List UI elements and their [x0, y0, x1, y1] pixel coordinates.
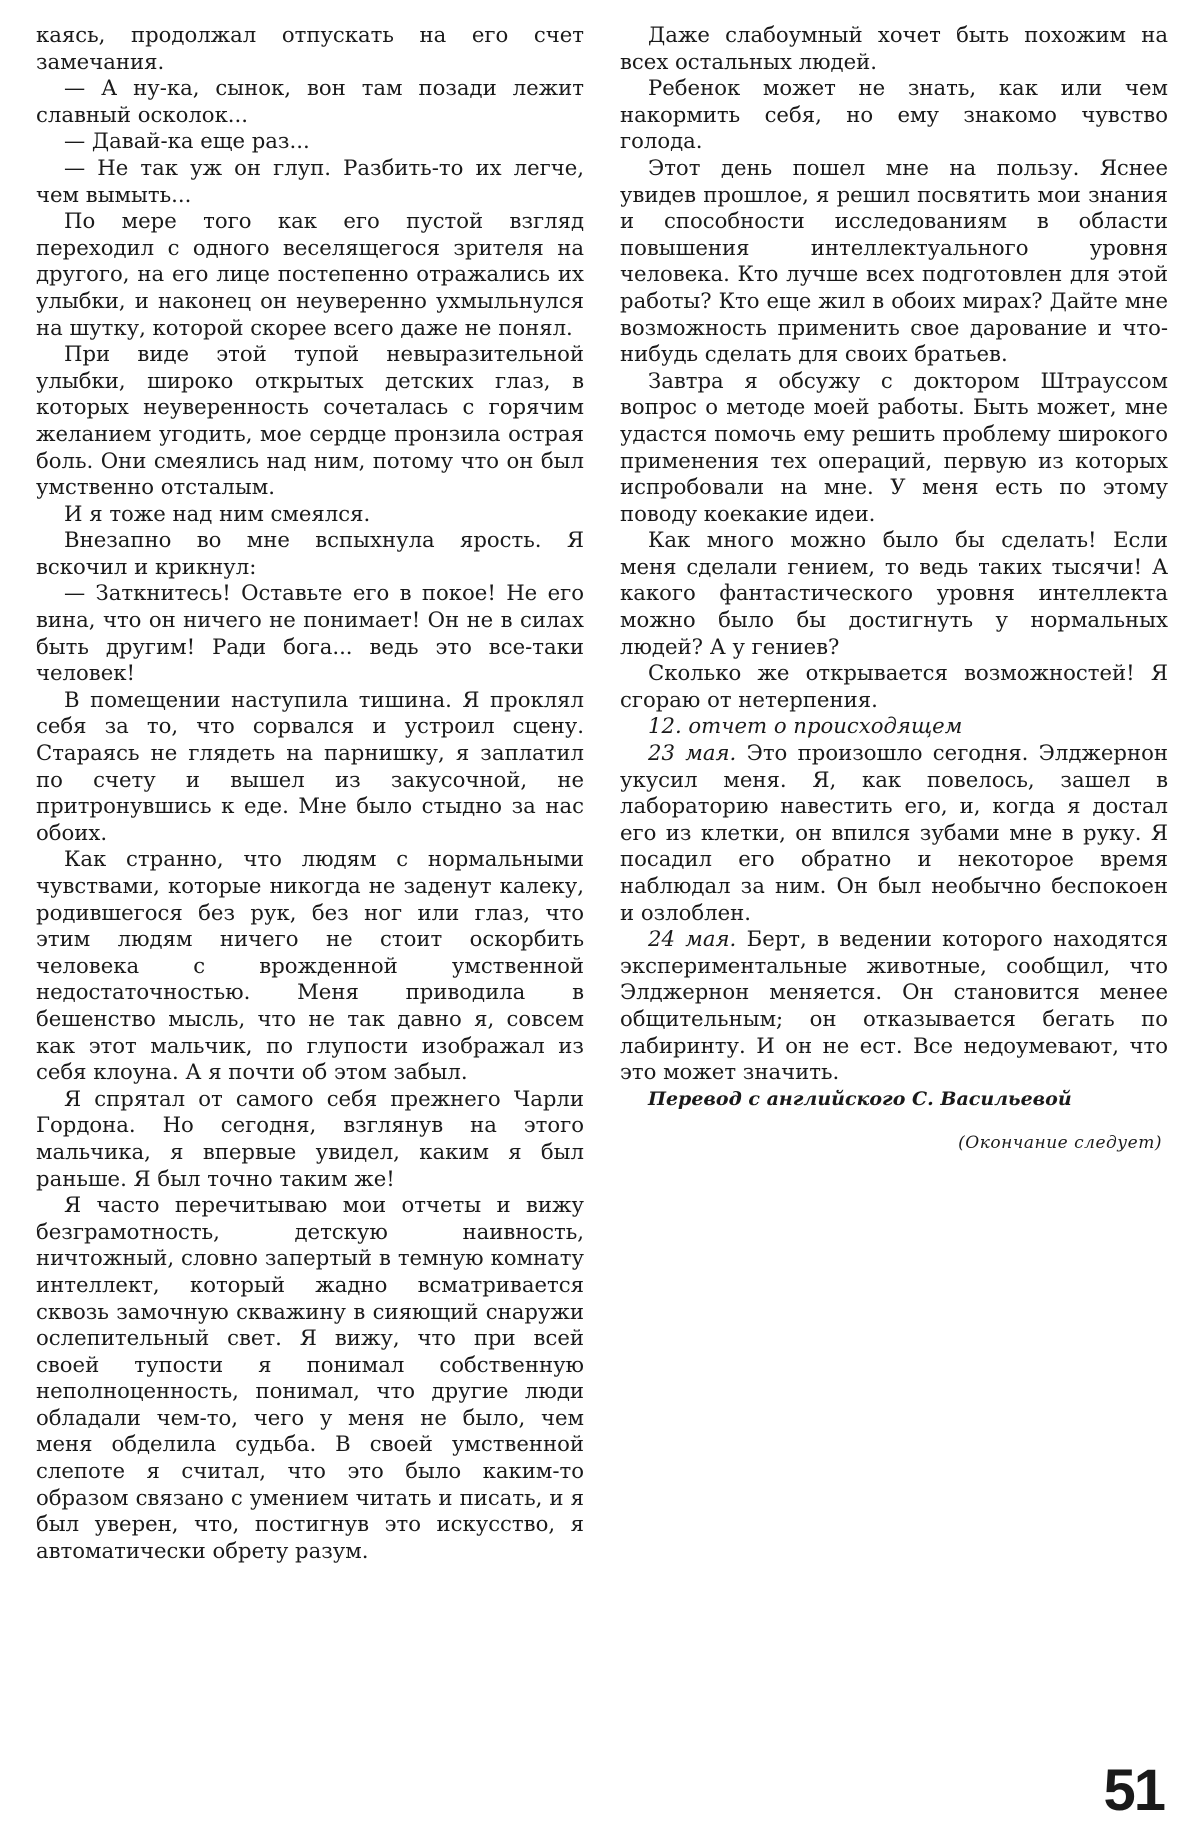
left-column — [36, 22, 584, 1564]
paragraph: Даже слабоумный хочет быть похожим на всех остальных людей. — [620, 22, 1168, 74]
paragraph: каясь, продолжал отпускать на его счет замечания. — [36, 22, 584, 74]
paragraph: При виде этой тупой невыразительной улыбки, широко открытых детских глаз, в которых неуверенность сочеталась с горячим желанием угодить, мое сердце пронзила острая боль. Они смеялись над ним, потому что он был умственно отсталым. — [36, 341, 584, 500]
paragraph: По мере того как его пустой взгляд переходил с одного веселящегося зрителя на другого, на его лице постепенно отражались их улыбки, и наконец он неуверенно ухмыльнулся на шутку, которой скорее всего даже не понял. — [36, 208, 584, 340]
translator-credit: Перевод с английского С. Васильевой — [648, 1087, 1072, 1110]
paragraph: Ребенок может не знать, как или чем накормить себя, но ему знакомо чувство голода. — [620, 75, 1168, 154]
paragraph: Как много можно было бы сделать! Если меня сделали гением, то ведь таких тысячи! А какого фантастического уровня интеллекта можно было бы достигнуть у нормальных людей? А у гениев? — [620, 527, 1168, 659]
diary-entry — [620, 926, 1168, 1086]
right-column — [620, 22, 1168, 1157]
paragraph: Я часто перечитываю мои отчеты и вижу безграмотность, детскую наивность, ничтожный, словно запертый в темную комнату интеллект, который жадно всматривается сквозь замочную скважину в сияющий снаружи ослепительный свет. Я вижу, что при всей своей тупости я понимал собственную неполноценность, понимал, что другие люди обладали чем-то, чего у меня не было, чем меня обделила судьба. В своей умственной слепоте я считал, что это было каким-то образом связано с умением читать и писать, и я был уверен, что, постигнув это искусство, я автоматически обрету разум. — [36, 1192, 584, 1563]
paragraph: Внезапно во мне вспыхнула ярость. Я вскочил и крикнул: — [36, 527, 584, 579]
paragraph: И я тоже над ним смеялся. — [64, 500, 371, 526]
report-heading: 12. отчет о происходящем — [648, 713, 963, 739]
paragraph: — А ну-ка, сынок, вон там позади лежит славный осколок... — [36, 75, 584, 127]
paragraph: Я спрятал от самого себя прежнего Чарли Гордона. Но сегодня, взглянув на этого мальчика, я впервые увидел, каким я был раньше. Я был точно таким же! — [36, 1085, 584, 1191]
paragraph: Завтра я обсужу с доктором Штрауссом вопрос о методе моей работы. Быть может, мне удастся помочь ему решить проблему широкого применения тех операций, первую из которых испробовали на мне. У меня есть по этому поводу коекакие идеи. — [620, 367, 1168, 526]
paragraph: Этот день пошел мне на пользу. Яснее увидев прошлое, я решил посвятить мои знания и способности исследованиям в области повышения интеллектуального уровня человека. Кто лучше всех подготовлен для этой работы? Кто еще жил в обоих мирах? Дайте мне возможность применить свое дарование и что-нибудь сделать для своих братьев. — [620, 154, 1168, 367]
paragraph: В помещении наступила тишина. Я проклял себя за то, что сорвался и устроил сцену. Стараясь не глядеть на парнишку, я заплатил по счету и вышел из закусочной, не притронувшись к еде. Мне было стыдно за нас обоих. — [36, 686, 584, 845]
entry-date: 24 мая. — [648, 926, 737, 952]
paragraph: Как странно, что людям с нормальными чувствами, которые никогда не заденут калеку, родившегося без рук, без ног или глаз, что этим людям ничего не стоит оскорбить человека с врожденной умственной недостаточностью. Меня приводила в бешенство мысль, что не так давно я, совсем как этот мальчик, по глупости изображал из себя клоуна. А я почти об этом забыл. — [36, 846, 584, 1085]
paragraph: — Заткнитесь! Оставьте его в покое! Не его вина, что он ничего не понимает! Он не в силах быть другим! Ради бога... ведь это все-таки человек! — [36, 580, 584, 686]
entry-text: Берт, в ведении которого находятся экспериментальные животные, сообщил, что Элджернон меняется. Он становится менее общительным; он отказывается бегать по лабиринту. И он не ест. Все недоумевают, что это может значить. — [620, 926, 1168, 1085]
paragraph: Сколько же открывается возможностей! Я сгораю от нетерпения. — [620, 660, 1168, 712]
paragraph: — Не так уж он глуп. Разбить-то их легче, чем вымыть... — [36, 154, 584, 207]
diary-entry — [620, 740, 1168, 926]
page-number: 51 — [1103, 1758, 1164, 1823]
entry-text: Это произошло сегодня. Элджернон укусил меня. Я, как повелось, зашел в лабораторию навестить его, и, когда я достал его из клетки, он впился зубами мне в руку. Я посадил его обратно и некоторое время наблюдал за ним. Он был необычно беспокоен и озлоблен. — [620, 740, 1168, 925]
continued-note: (Окончание следует) — [958, 1133, 1162, 1154]
paragraph: — Давай-ка еще раз... — [64, 128, 310, 154]
entry-date: 23 мая. — [648, 740, 737, 766]
